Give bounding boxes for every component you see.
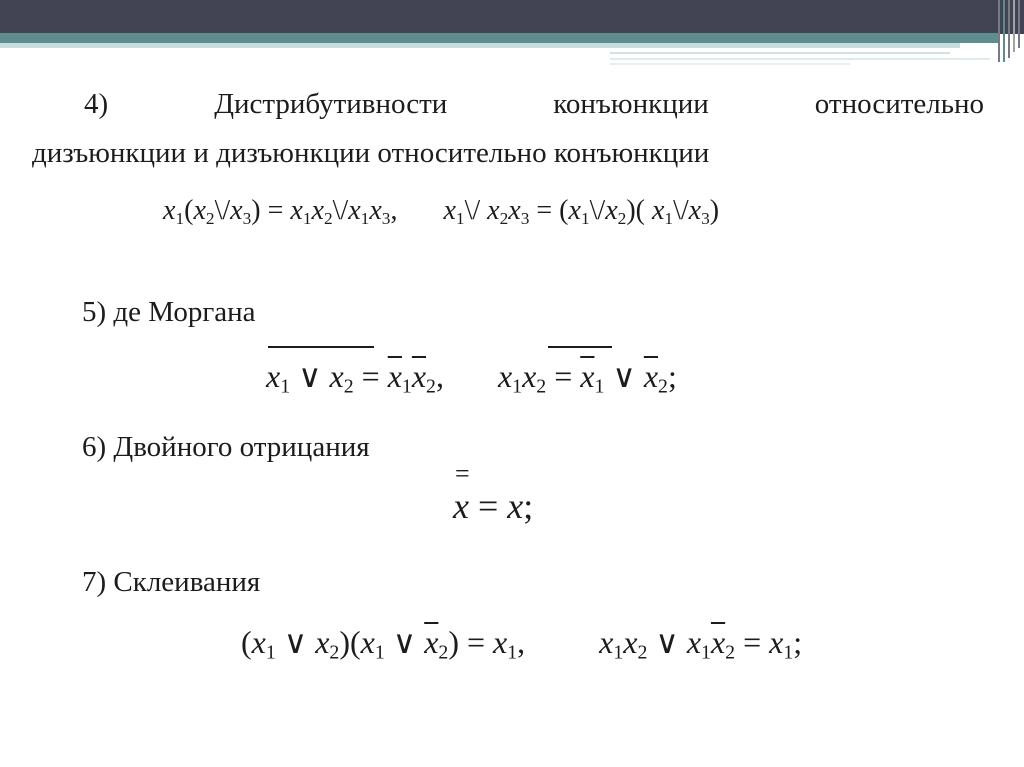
decor-edge-line [998,0,1000,62]
de-morgan-formula: $x_1$ ∨ $x_2 = \overline{x}_1\overline{x}_2$, $x_1x_2 = \overline{x}_1$ ∨ $\overline{x}_2$; [266,358,677,398]
decor-edge-line [1018,0,1020,48]
decor-edge-line [1013,0,1015,52]
double-overline: = [455,459,470,488]
double-negation-heading: 6) Двойного отрицания [82,431,370,463]
gluing-formula: ($x_1$ ∨ $x_2)(x_1$ ∨ $\overline{x}_2) = x_1$, $x_1x_2$ ∨ $x_1\overline{x}_2 = x_1$; [241,624,803,664]
decor-line [610,52,950,54]
gluing-heading: 7) Склеивания [82,566,261,598]
negation-overline [268,346,374,348]
double-negation-formula: x = x; [453,486,534,526]
heading-word: конъюнкции [553,88,709,120]
top-decoration-bar [0,0,1024,34]
negation-overline [548,346,612,348]
de-morgan-heading: 5) де Моргана [82,296,256,328]
decor-line [610,63,850,65]
heading-word: относительно [814,88,984,120]
distributivity-heading-line2: дизъюнкции и дизъюнкции относительно конъюнкции [32,137,710,169]
decor-line [610,58,990,60]
decor-edge-line [1008,0,1010,58]
distributivity-formula: $x_1(x_2\backslash/x_3)$ = $x_1x_2\backslash/x_1x_3$, $x_1\backslash/$ $x_2x_3$ = $(x_1\backslash/x_2)$( $x_1\backslash/x_3$) [163,195,720,228]
heading-word: 4) [84,88,109,120]
decor-band-light [0,43,960,48]
heading-word: Дистрибутивности [214,88,448,120]
decor-edge-line [1003,0,1005,62]
distributivity-heading [84,87,984,121]
decor-band-teal [0,33,1000,43]
